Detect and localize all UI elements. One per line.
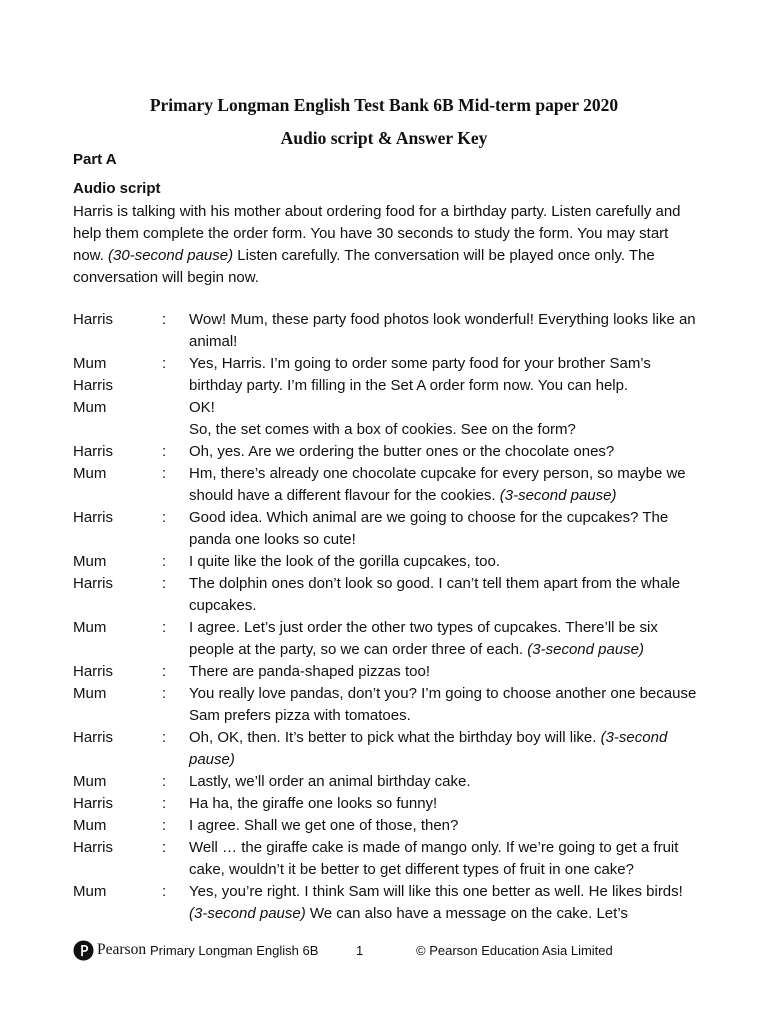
colon: : (162, 443, 167, 460)
speech (189, 441, 699, 463)
colon (162, 397, 189, 419)
speech (189, 353, 699, 375)
speaker: Mum (73, 817, 107, 834)
speech (189, 881, 699, 925)
colon: : (162, 311, 167, 328)
colon: : (162, 685, 167, 702)
speech (189, 815, 699, 837)
speaker: Harris (73, 795, 113, 812)
speech (189, 793, 699, 815)
colon: : (162, 817, 167, 834)
speech-text: Good idea. Which animal are we going to choose for the cupcakes? The panda one looks so cute! (189, 509, 669, 548)
speech (189, 837, 699, 881)
dialogue-line (73, 551, 713, 573)
speaker: Mum (73, 773, 107, 790)
page-footer (73, 940, 673, 962)
colon: : (162, 795, 167, 812)
dialogue-line (73, 683, 713, 727)
speaker: Mum (73, 553, 107, 570)
speech (189, 573, 699, 617)
speaker: Mum (73, 355, 107, 372)
colon: : (162, 883, 167, 900)
colon (162, 419, 189, 441)
pause-note: (3-second pause) (189, 729, 668, 768)
speech-text: Wow! Mum, these party food photos look wonderful! Everything looks like an animal! (189, 311, 696, 350)
speech-text: Well … the giraffe cake is made of mango only. If we’re going to get a fruit cake, wouldn’t it be better to get different types of fruit in one cake? (189, 839, 679, 878)
speaker: Mum (73, 619, 107, 636)
speech-text: Hm, there’s already one chocolate cupcake for every person, so maybe we should have a different flavour for the cookies. (189, 465, 686, 504)
dialogue-line (73, 661, 713, 683)
speaker: Harris (73, 839, 113, 856)
audio-script-heading: Audio script (73, 180, 161, 197)
colon: : (162, 465, 167, 482)
speech-text: Oh, OK, then. It’s better to pick what the birthday boy will like. (189, 729, 601, 746)
speech-text: OK! (189, 399, 215, 416)
speech (189, 683, 699, 727)
dialogue-line (73, 441, 713, 463)
speech (189, 551, 699, 573)
speech-text: I agree. Shall we get one of those, then? (189, 817, 459, 834)
speech-text: Lastly, we’ll order an animal birthday cake. (189, 773, 471, 790)
dialogue-line (73, 463, 713, 507)
speaker: Harris (73, 443, 113, 460)
intro-paragraph (73, 201, 703, 289)
dialogue-line (73, 309, 713, 353)
pause-note: (3-second pause) (499, 487, 617, 504)
dialogue-line (73, 837, 713, 881)
intro-pause: (30-second pause) (108, 247, 234, 264)
speaker: Mum (73, 399, 107, 416)
dialogue-line (73, 507, 713, 551)
speech-text-end: We can also have a message on the cake. Let’s (305, 905, 628, 922)
speech (189, 617, 699, 661)
speech-text: Yes, Harris. I’m going to order some party food for your brother Sam’s (189, 355, 651, 372)
colon: : (162, 773, 167, 790)
speech (189, 463, 699, 507)
speaker: Harris (73, 575, 113, 592)
speech (189, 507, 699, 551)
speech (189, 397, 699, 419)
colon: : (162, 575, 167, 592)
footer-brand: Pearson (97, 941, 147, 958)
dialogue-line (73, 793, 713, 815)
pearson-logo-icon (73, 940, 94, 961)
dialogue-line (73, 573, 713, 617)
dialogue-line (73, 375, 713, 397)
speech-text: You really love pandas, don’t you? I’m going to choose another one because Sam prefers pizza with tomatoes. (189, 685, 697, 724)
footer-copyright: © Pearson Education Asia Limited (416, 943, 613, 958)
speech (189, 727, 699, 771)
dialogue-line (73, 727, 713, 771)
footer-book-title: Primary Longman English 6B (150, 943, 319, 958)
speech (189, 419, 699, 441)
dialogue-line (73, 397, 713, 419)
part-heading: Part A (73, 151, 117, 168)
speaker: Mum (73, 685, 107, 702)
speech-text: There are panda-shaped pizzas too! (189, 663, 430, 680)
speech (189, 375, 699, 397)
pause-note: (3-second pause) (189, 905, 306, 922)
colon: : (162, 553, 167, 570)
speech-text: birthday party. I’m filling in the Set A order form now. You can help. (189, 377, 629, 394)
speech-text: The dolphin ones don’t look so good. I can’t tell them apart from the whale cupcakes. (189, 575, 681, 614)
dialogue-line (73, 353, 713, 375)
speaker: Harris (73, 729, 113, 746)
speaker: Harris (73, 663, 113, 680)
speech-text: Ha ha, the giraffe one looks so funny! (189, 795, 438, 812)
speaker (73, 419, 162, 441)
pause-note: (3-second pause) (527, 641, 644, 658)
speech-text: I agree. Let’s just order the other two types of cupcakes. There’ll be six people at the party, so we can order three of each. (189, 619, 658, 658)
speech-text: I quite like the look of the gorilla cupcakes, too. (189, 553, 501, 570)
dialogue-line (73, 881, 713, 925)
colon: : (162, 355, 167, 372)
speaker: Harris (73, 509, 113, 526)
speaker: Harris (73, 377, 113, 394)
speech (189, 661, 699, 683)
page-subtitle: Audio script & Answer Key (280, 128, 488, 148)
dialogue-line (73, 815, 713, 837)
page-title: Primary Longman English Test Bank 6B Mid-term paper 2020 (149, 95, 619, 115)
colon: : (162, 619, 167, 636)
page-number: 1 (356, 943, 364, 958)
speech-text: Yes, you’re right. I think Sam will like this one better as well. He likes birds! (189, 883, 683, 900)
dialogue (73, 309, 713, 925)
intro-text: Harris is talking with his mother about ordering food for a birthday party. Listen carefully and help them complete the order form. You have 30 seconds to study the form. You may start now. (73, 203, 681, 264)
speaker: Mum (73, 883, 107, 900)
dialogue-line (73, 419, 713, 441)
speech-text: Oh, yes. Are we ordering the butter ones or the chocolate ones? (189, 443, 615, 460)
dialogue-line (73, 617, 713, 661)
colon: : (162, 729, 167, 746)
speech (189, 309, 699, 353)
speech (189, 771, 699, 793)
speech-text: So, the set comes with a box of cookies. See on the form? (189, 421, 576, 438)
colon: : (162, 509, 167, 526)
intro-text-end: Listen carefully. The conversation will be played once only. The conversation will begin now. (73, 247, 655, 286)
colon (162, 375, 189, 397)
colon: : (162, 663, 167, 680)
dialogue-line (73, 771, 713, 793)
speaker: Harris (73, 311, 113, 328)
speaker: Mum (73, 465, 107, 482)
colon: : (162, 839, 167, 856)
